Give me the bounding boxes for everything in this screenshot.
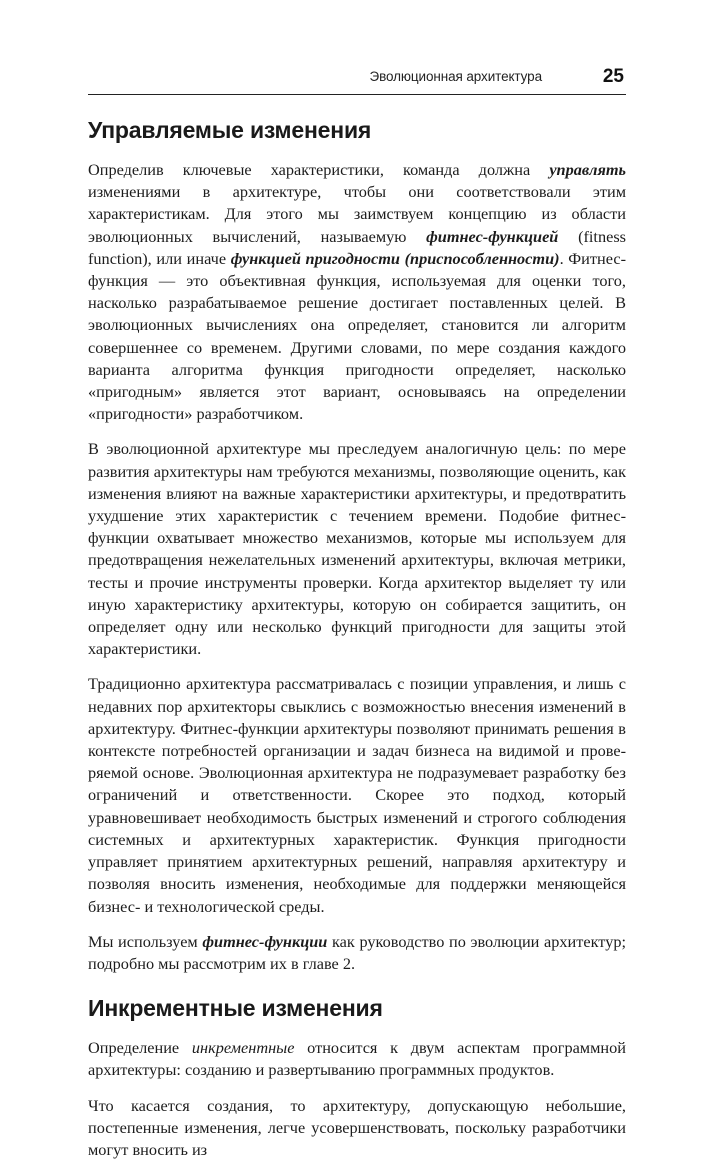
paragraph bbox=[88, 1095, 626, 1162]
paragraph bbox=[88, 438, 626, 660]
bold-italic-term: фитнес-функции bbox=[202, 931, 328, 951]
text-run: Мы используем bbox=[88, 931, 203, 951]
paragraph bbox=[88, 931, 626, 975]
bold-italic-term: функцией пригодности (приспособленности) bbox=[230, 248, 560, 268]
paragraph bbox=[88, 159, 626, 425]
text-run: как руководство по эволюции архитектур; подробно мы рассмотрим их в главе 2. bbox=[88, 931, 626, 973]
text-run: . Фитнес-функция — это объективная функция, используемая для оценки того, насколько разрабатываемое решение достигает поставленных целей. В эволюционных вычислениях она определяет, становится ли алгоритм совершеннее со временем. Другими словами, по мере создания каждого варианта алгоритма функция пригодности определяет, насколько «пригодным» является этот вариант, основываясь на определении «пригодности» разработчиком. bbox=[88, 248, 626, 424]
text-run: относится к двум аспектам программной архитектуры: созданию и развертыванию программных продуктов. bbox=[88, 1038, 626, 1080]
page-body bbox=[88, 113, 626, 1174]
paragraph bbox=[88, 1037, 626, 1081]
text-run: Определение bbox=[88, 1038, 192, 1058]
text-run: Традиционно архитектура рассматривалась с позиции управления, и лишь с недавних пор архитекторы свыклись с возможностью внесения изменений в архитектуру. Фитнес-функции архитектуры позволяют принимать решения в контексте потребностей организации и задач бизнеса на видимой и проверяемой основе. Эволюционная архитектура не подразумевает разработку без ограничений и ответственности. Скорее это подход, который уравновешивает необходимость быстрых изменений и строгого соблюдения системных и архитектурных характеристик. Функция пригодности управляет принятием архитектурных решений, направляя архитектуру и позволяя вносить изменения, необходимые для поддержки меняющейся бизнес- и технологической среды. bbox=[88, 674, 626, 916]
text-run: изменениями в архитектуре, чтобы они соответствовали этим характеристикам. Для этого мы заимствуем концепцию из области эволюционных вычислений, называемую bbox=[88, 182, 626, 246]
text-run: Что касается создания, то архитектуру, допускающую небольшие, постепенные изменения, легче усовершенствовать, поскольку разработчики могут вносить из bbox=[88, 1095, 626, 1159]
text-run: (fitness function), или иначе bbox=[88, 226, 626, 268]
bold-italic-term: управлять bbox=[549, 160, 626, 179]
section-heading-incremental-changes: Инкрементные изменения bbox=[88, 995, 383, 1022]
paragraph bbox=[88, 673, 626, 917]
page-number: 25 bbox=[602, 66, 624, 87]
section-heading-managed-changes: Управляемые изменения bbox=[88, 117, 372, 143]
italic-term: инкрементные bbox=[191, 1038, 295, 1058]
bold-italic-term: фитнес-функцией bbox=[426, 226, 559, 246]
text-run: Определив ключевые характеристики, команда должна bbox=[88, 160, 550, 179]
running-header bbox=[88, 56, 626, 95]
text-run: В эволюционной архитектуре мы преследуем аналогичную цель: по мере развития архитектуры нам требуются механизмы, позволяющие оценить, как изменения влияют на важные характеристики архитектуры, и предотвратить ухудшение этих характеристик с течением времени. Подобие фитнес-функции охватывает множество механизмов, которые мы используем для предотвращения нежелательных изменений архитектуры, включая метрики, тесты и прочие инструменты проверки. Когда архитектор выделяет ту или иную характеристику архитектуры, которую он собирается защитить, он определяет одну или несколько функций пригодности для защиты этой характеристики. bbox=[88, 439, 626, 659]
chapter-title: Эволюционная архитектура bbox=[369, 69, 542, 84]
